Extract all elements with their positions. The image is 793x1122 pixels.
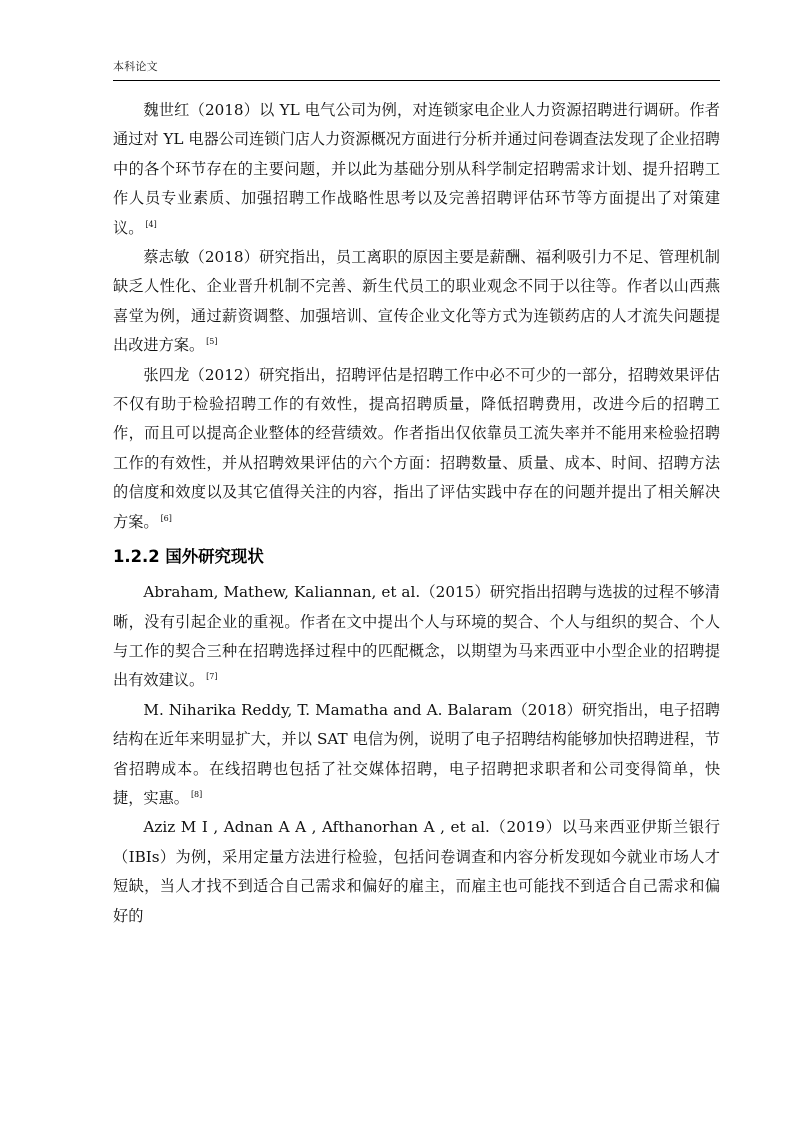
citation-ref: [8] xyxy=(190,789,203,799)
paragraph-cai-zhimin xyxy=(113,243,720,361)
paragraph-text: 魏世红（2018）以 YL 电气公司为例，对连锁家电企业人力资源招聘进行调研。作者通过对 YL 电器公司连锁门店人力资源概况方面进行分析并通过问卷调查法发现了企业招聘中的各个环节存在的主要问题，并以此为基础分别从科学制定招聘需求计划、提升招聘工作人员专业素质、加强招聘工作战略性思考以及完善招聘评估环节等方面提出了对策建议。 xyxy=(113,101,720,237)
paragraph-reddy xyxy=(113,696,720,814)
section-heading: 1.2.2 国外研究现状 xyxy=(113,547,264,567)
paragraph-aziz xyxy=(113,813,720,931)
paragraph-wei-shihong xyxy=(113,96,720,243)
paragraph-text: 蔡志敏（2018）研究指出，员工离职的原因主要是薪酬、福利吸引力不足、管理机制缺乏人性化、企业晋升机制不完善、新生代员工的职业观念不同于以往等。作者以山西燕喜堂为例，通过薪资调整、加强培训、宣传企业文化等方式为连锁药店的人才流失问题提出改进方案。 xyxy=(113,248,720,355)
paragraph-text: M. Niharika Reddy, T. Mamatha and A. Balaram（2018）研究指出，电子招聘结构在近年来明显扩大，并以 SAT 电信为例，说明了电子招聘结构能够加快招聘进程，节省招聘成本。在线招聘也包括了社交媒体招聘，电子招聘把求职者和公司变得简单，快捷，实惠。 xyxy=(113,700,720,807)
paragraph-zhang-silong xyxy=(113,361,720,537)
paragraph-text: Abraham, Mathew, Kaliannan, et al.（2015）研究指出招聘与选拔的过程不够清晰，没有引起企业的重视。作者在文中提出个人与环境的契合、个人与组织的契合、个人与工作的契合三种在招聘选择过程中的匹配概念，以期望为马来西亚中小型企业的招聘提出有效建议。 xyxy=(113,583,720,690)
paragraph-text: 张四龙（2012）研究指出，招聘评估是招聘工作中必不可少的一部分，招聘效果评估不仅有助于检验招聘工作的有效性，提高招聘质量，降低招聘费用，改进今后的招聘工作，而且可以提高企业整体的经营绩效。作者指出仅依靠员工流失率并不能用来检验招聘工作的有效性，并从招聘效果评估的六个方面：招聘数量、质量、成本、时间、招聘方法的信度和效度以及其它值得关注的内容，指出了评估实践中存在的问题并提出了相关解决方案。 xyxy=(113,365,720,531)
citation-ref: [5] xyxy=(206,337,218,347)
header-divider xyxy=(113,80,720,81)
citation-ref: [4] xyxy=(145,219,157,229)
page-body xyxy=(113,96,720,931)
citation-ref: [6] xyxy=(160,513,172,523)
citation-ref: [7] xyxy=(206,672,218,682)
paragraph-text: Aziz M I , Adnan A A , Afthanorhan A , et al.（2019）以马来西亚伊斯兰银行（IBIs）为例，采用定量方法进行检验，包括问卷调查和内容分析发现如今就业市场人才短缺，当人才找不到适合自己需求和偏好的雇主，而雇主也可能找不到适合自己需求和偏好的 xyxy=(113,818,720,925)
paragraph-abraham xyxy=(113,578,720,696)
page-header: 本科论文 xyxy=(113,60,158,73)
